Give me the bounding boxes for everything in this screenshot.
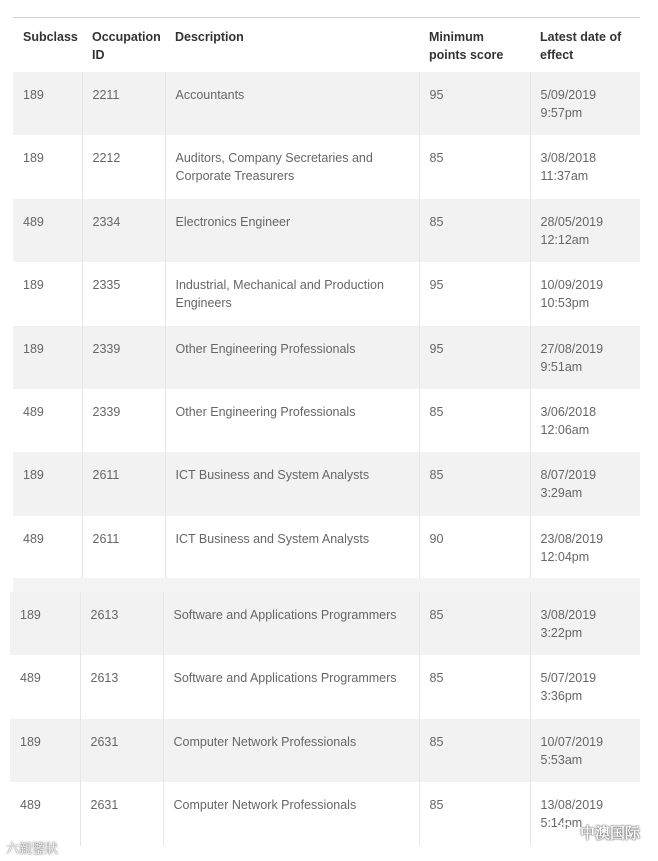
cell-subclass: 489: [10, 655, 80, 718]
cell-description: Other Engineering Professionals: [165, 389, 419, 452]
cell-occupation-id: 2211: [82, 72, 165, 135]
cell-subclass: 489: [13, 389, 82, 452]
cell-minimum-points: 85: [419, 199, 530, 262]
cell-latest-date: [530, 326, 640, 389]
watermark-right-text: 中澳国际: [579, 824, 640, 842]
cell-description: Computer Network Professionals: [163, 782, 419, 845]
wechat-icon: [558, 823, 576, 842]
cell-occupation-id: 2613: [80, 592, 163, 655]
header-subclass: Subclass: [23, 30, 78, 44]
cell-subclass: 189: [13, 262, 82, 325]
cell-subclass: 189: [13, 72, 82, 135]
table-row: [10, 719, 640, 782]
cell-minimum-points: 90: [419, 516, 530, 579]
table-row: [13, 516, 640, 579]
cell-description: Computer Network Professionals: [163, 719, 419, 782]
cell-description: Software and Applications Programmers: [163, 655, 419, 718]
table-row: [13, 199, 640, 262]
date-text: 23/08/2019: [540, 531, 604, 546]
date-text: 10/07/2019: [540, 734, 604, 749]
cell-latest-date: [530, 655, 640, 718]
table-row: [13, 389, 640, 452]
date-text: 13/08/2019: [540, 798, 604, 813]
cell-description: Accountants: [165, 72, 419, 135]
time-text: 11:37am: [540, 169, 589, 184]
table-break: [13, 578, 640, 592]
cell-latest-date: [530, 719, 640, 782]
date-text: 10/09/2019: [540, 278, 604, 293]
cell-latest-date: [530, 72, 640, 135]
cell-minimum-points: 85: [419, 135, 530, 198]
cell-occupation-id: 2334: [82, 199, 165, 262]
cell-description: Other Engineering Professionals: [165, 326, 419, 389]
cell-latest-date: [530, 452, 640, 515]
cell-minimum-points: 85: [419, 782, 530, 845]
occupation-table-lower: [10, 592, 640, 846]
cell-latest-date: [530, 262, 640, 325]
time-text: 12:06am: [540, 422, 590, 437]
table-row: [13, 452, 640, 515]
cell-latest-date: [530, 135, 640, 198]
watermark-right: [558, 822, 640, 843]
cell-minimum-points: 85: [419, 452, 530, 515]
table-row: [13, 262, 640, 325]
cell-description: ICT Business and System Analysts: [165, 516, 419, 579]
table-header-row: [13, 18, 640, 72]
time-text: 5:53am: [540, 752, 583, 767]
cell-minimum-points: 95: [419, 262, 530, 325]
header-description: Description: [175, 30, 244, 44]
cell-subclass: 189: [13, 452, 82, 515]
time-text: 12:04pm: [540, 549, 590, 564]
date-text: 5/07/2019: [540, 671, 597, 686]
cell-subclass: 189: [10, 592, 80, 655]
time-text: 3:29am: [540, 486, 583, 501]
cell-description: Auditors, Company Secretaries and Corporate Treasurers: [165, 135, 419, 198]
cell-minimum-points: 85: [419, 655, 530, 718]
cell-description: ICT Business and System Analysts: [165, 452, 419, 515]
cell-description: Software and Applications Programmers: [163, 592, 419, 655]
time-text: 9:51am: [540, 359, 583, 374]
table-body-lower: [10, 592, 640, 846]
date-text: 8/07/2019: [540, 468, 597, 483]
date-text: 27/08/2019: [540, 341, 604, 356]
cell-occupation-id: 2611: [82, 452, 165, 515]
header-minimum-points: Minimum points score: [429, 30, 504, 62]
table-row: [10, 782, 640, 845]
table-row: [13, 72, 640, 135]
cell-occupation-id: 2212: [82, 135, 165, 198]
time-text: 9:57pm: [540, 106, 583, 120]
date-text: 3/08/2019: [540, 608, 597, 622]
date-text: 28/05/2019: [540, 214, 604, 229]
cell-occupation-id: 2339: [82, 389, 165, 452]
cell-latest-date: [530, 389, 640, 452]
time-text: 5:14pm: [540, 816, 583, 831]
time-text: 12:12am: [540, 232, 590, 247]
cell-subclass: 189: [13, 326, 82, 389]
date-text: 3/06/2018: [540, 404, 597, 419]
table-row: [10, 655, 640, 718]
cell-minimum-points: 85: [419, 592, 530, 655]
cell-latest-date: [530, 199, 640, 262]
cell-subclass: 189: [10, 719, 80, 782]
cell-minimum-points: 95: [419, 72, 530, 135]
cell-latest-date: [530, 516, 640, 579]
table-body-upper: [13, 72, 640, 579]
time-text: 10:53pm: [540, 296, 590, 311]
cell-description: Electronics Engineer: [165, 199, 419, 262]
cell-description: Industrial, Mechanical and Production Engineers: [165, 262, 419, 325]
cell-subclass: 189: [13, 135, 82, 198]
cell-occupation-id: 2631: [80, 719, 163, 782]
time-text: 3:36pm: [540, 689, 583, 704]
time-text: 3:22pm: [540, 626, 583, 640]
occupation-table-upper: [13, 18, 640, 579]
cell-occupation-id: 2631: [80, 782, 163, 845]
cell-subclass: 489: [13, 199, 82, 262]
cell-occupation-id: 2613: [80, 655, 163, 718]
cell-latest-date: [530, 592, 640, 655]
date-text: 5/09/2019: [540, 88, 597, 102]
cell-occupation-id: 2335: [82, 262, 165, 325]
table-row: [13, 135, 640, 198]
header-occupation-id: Occupation ID: [92, 30, 161, 62]
cell-minimum-points: 85: [419, 389, 530, 452]
watermark-left: 六親鑒狀: [6, 842, 59, 857]
date-text: 3/08/2018: [540, 151, 597, 166]
cell-occupation-id: 2611: [82, 516, 165, 579]
table-row: [13, 326, 640, 389]
table-row: [10, 592, 640, 655]
cell-minimum-points: 85: [419, 719, 530, 782]
header-latest-date: Latest date of effect: [540, 30, 622, 62]
cell-minimum-points: 95: [419, 326, 530, 389]
cell-subclass: 489: [13, 516, 82, 579]
cell-occupation-id: 2339: [82, 326, 165, 389]
cell-subclass: 489: [10, 782, 80, 845]
